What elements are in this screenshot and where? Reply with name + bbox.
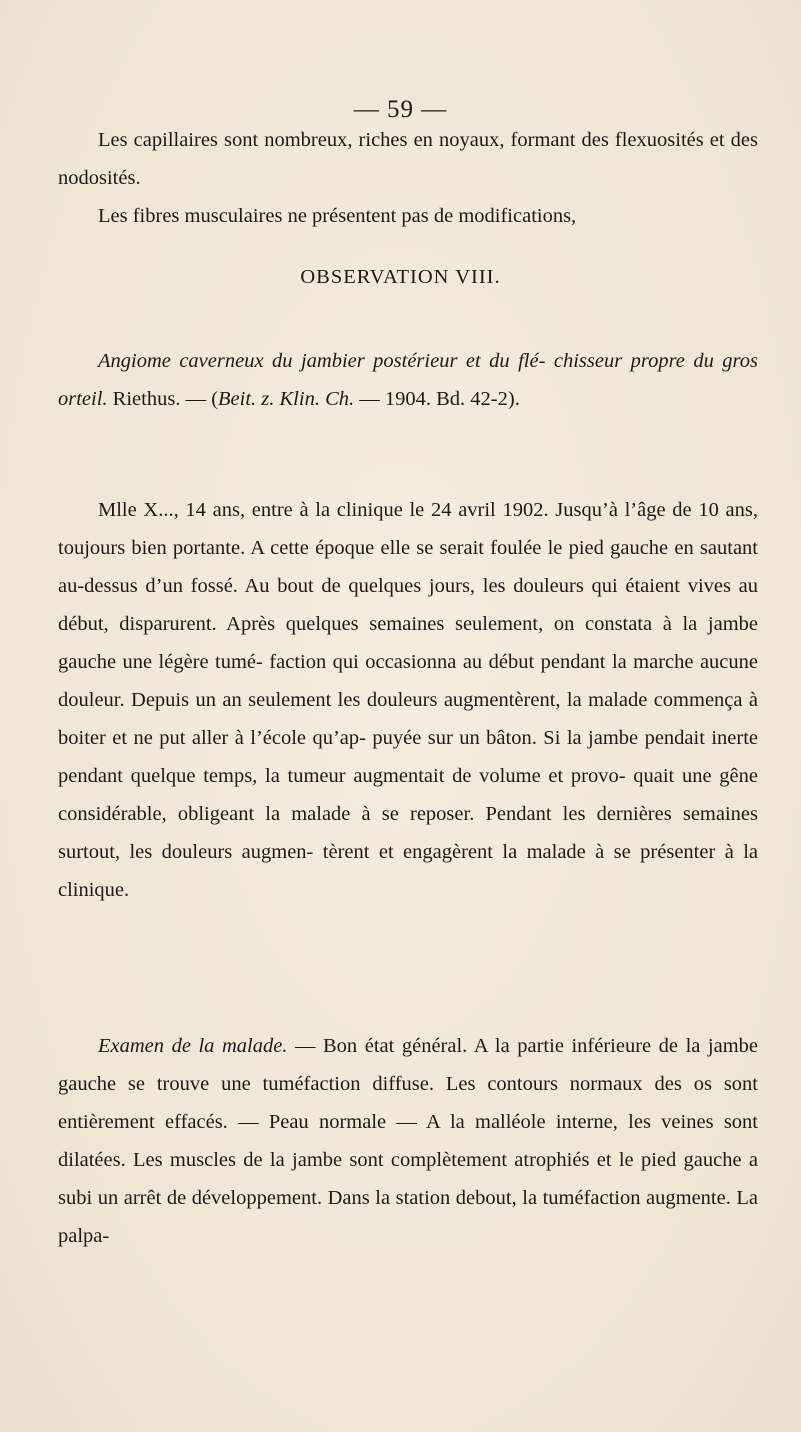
page-number: — 59 — [353,96,448,123]
intro-line-capillaires: Les capillaires sont nombreux, riches en noyaux, formant des flexuosités et des nodosités. [58,129,758,189]
observation-title-italic: Angiome caverneux du jambier postérieur et du flé- chisseur propre du gros orteil. [58,350,758,410]
observation-title-tail: — 1904. Bd. 42-2). [354,388,520,410]
exam-label: Examen de la malade. [98,1035,288,1057]
observation-title-text [58,342,758,418]
exam-paragraph [58,1027,758,1255]
exam-body: — Bon état général. A la partie inférieure de la jambe gauche se trouve une tuméfaction diffuse. Les contours normaux des os sont entièrement effacés. — Peau normale — A la malléole interne, les veines sont dilatées. Les muscles de la jambe sont complètement atrophiés et le pied gauche a subi un arrêt de développement. Dans la station debout, la tuméfaction augmente. La palpa- [58,1035,758,1247]
observation-heading: OBSERVATION VIII. [300,266,501,288]
exam-text [58,1027,758,1255]
observation-title-author: Riethus. — ( [107,388,219,410]
case-paragraph [58,491,758,909]
observation-title [58,342,758,418]
case-text: Mlle X..., 14 ans, entre à la clinique le 24 avril 1902. Jusqu’à l’âge de 10 ans, toujours bien portante. A cette époque elle se serait foulée le pied gauche en sautant au-dessus d’un fossé. Au bout de quelques jours, les douleurs qui étaient vives au début, disparurent. Après quelques semaines seulement, on constata à la jambe gauche une légère tumé- faction qui occasionna au début pendant la marche aucune douleur. Depuis un an seulement les douleurs augmentèrent, la malade commença à boiter et ne put aller à l’école qu’ap- puyée sur un bâton. Si la jambe pendait inerte pendant quelque temps, la tumeur augmentait de volume et provo- quait une gêne considérable, obligeant la malade à se reposer. Pendant les dernières semaines surtout, les douleurs augmen- tèrent et engagèrent la malade à se présenter à la clinique. [58,499,758,901]
intro-line-fibres: Les fibres musculaires ne présentent pas de modifications, [98,205,577,227]
intro-paragraphs [58,121,758,235]
observation-title-journal: Beit. z. Klin. Ch. [218,388,355,410]
